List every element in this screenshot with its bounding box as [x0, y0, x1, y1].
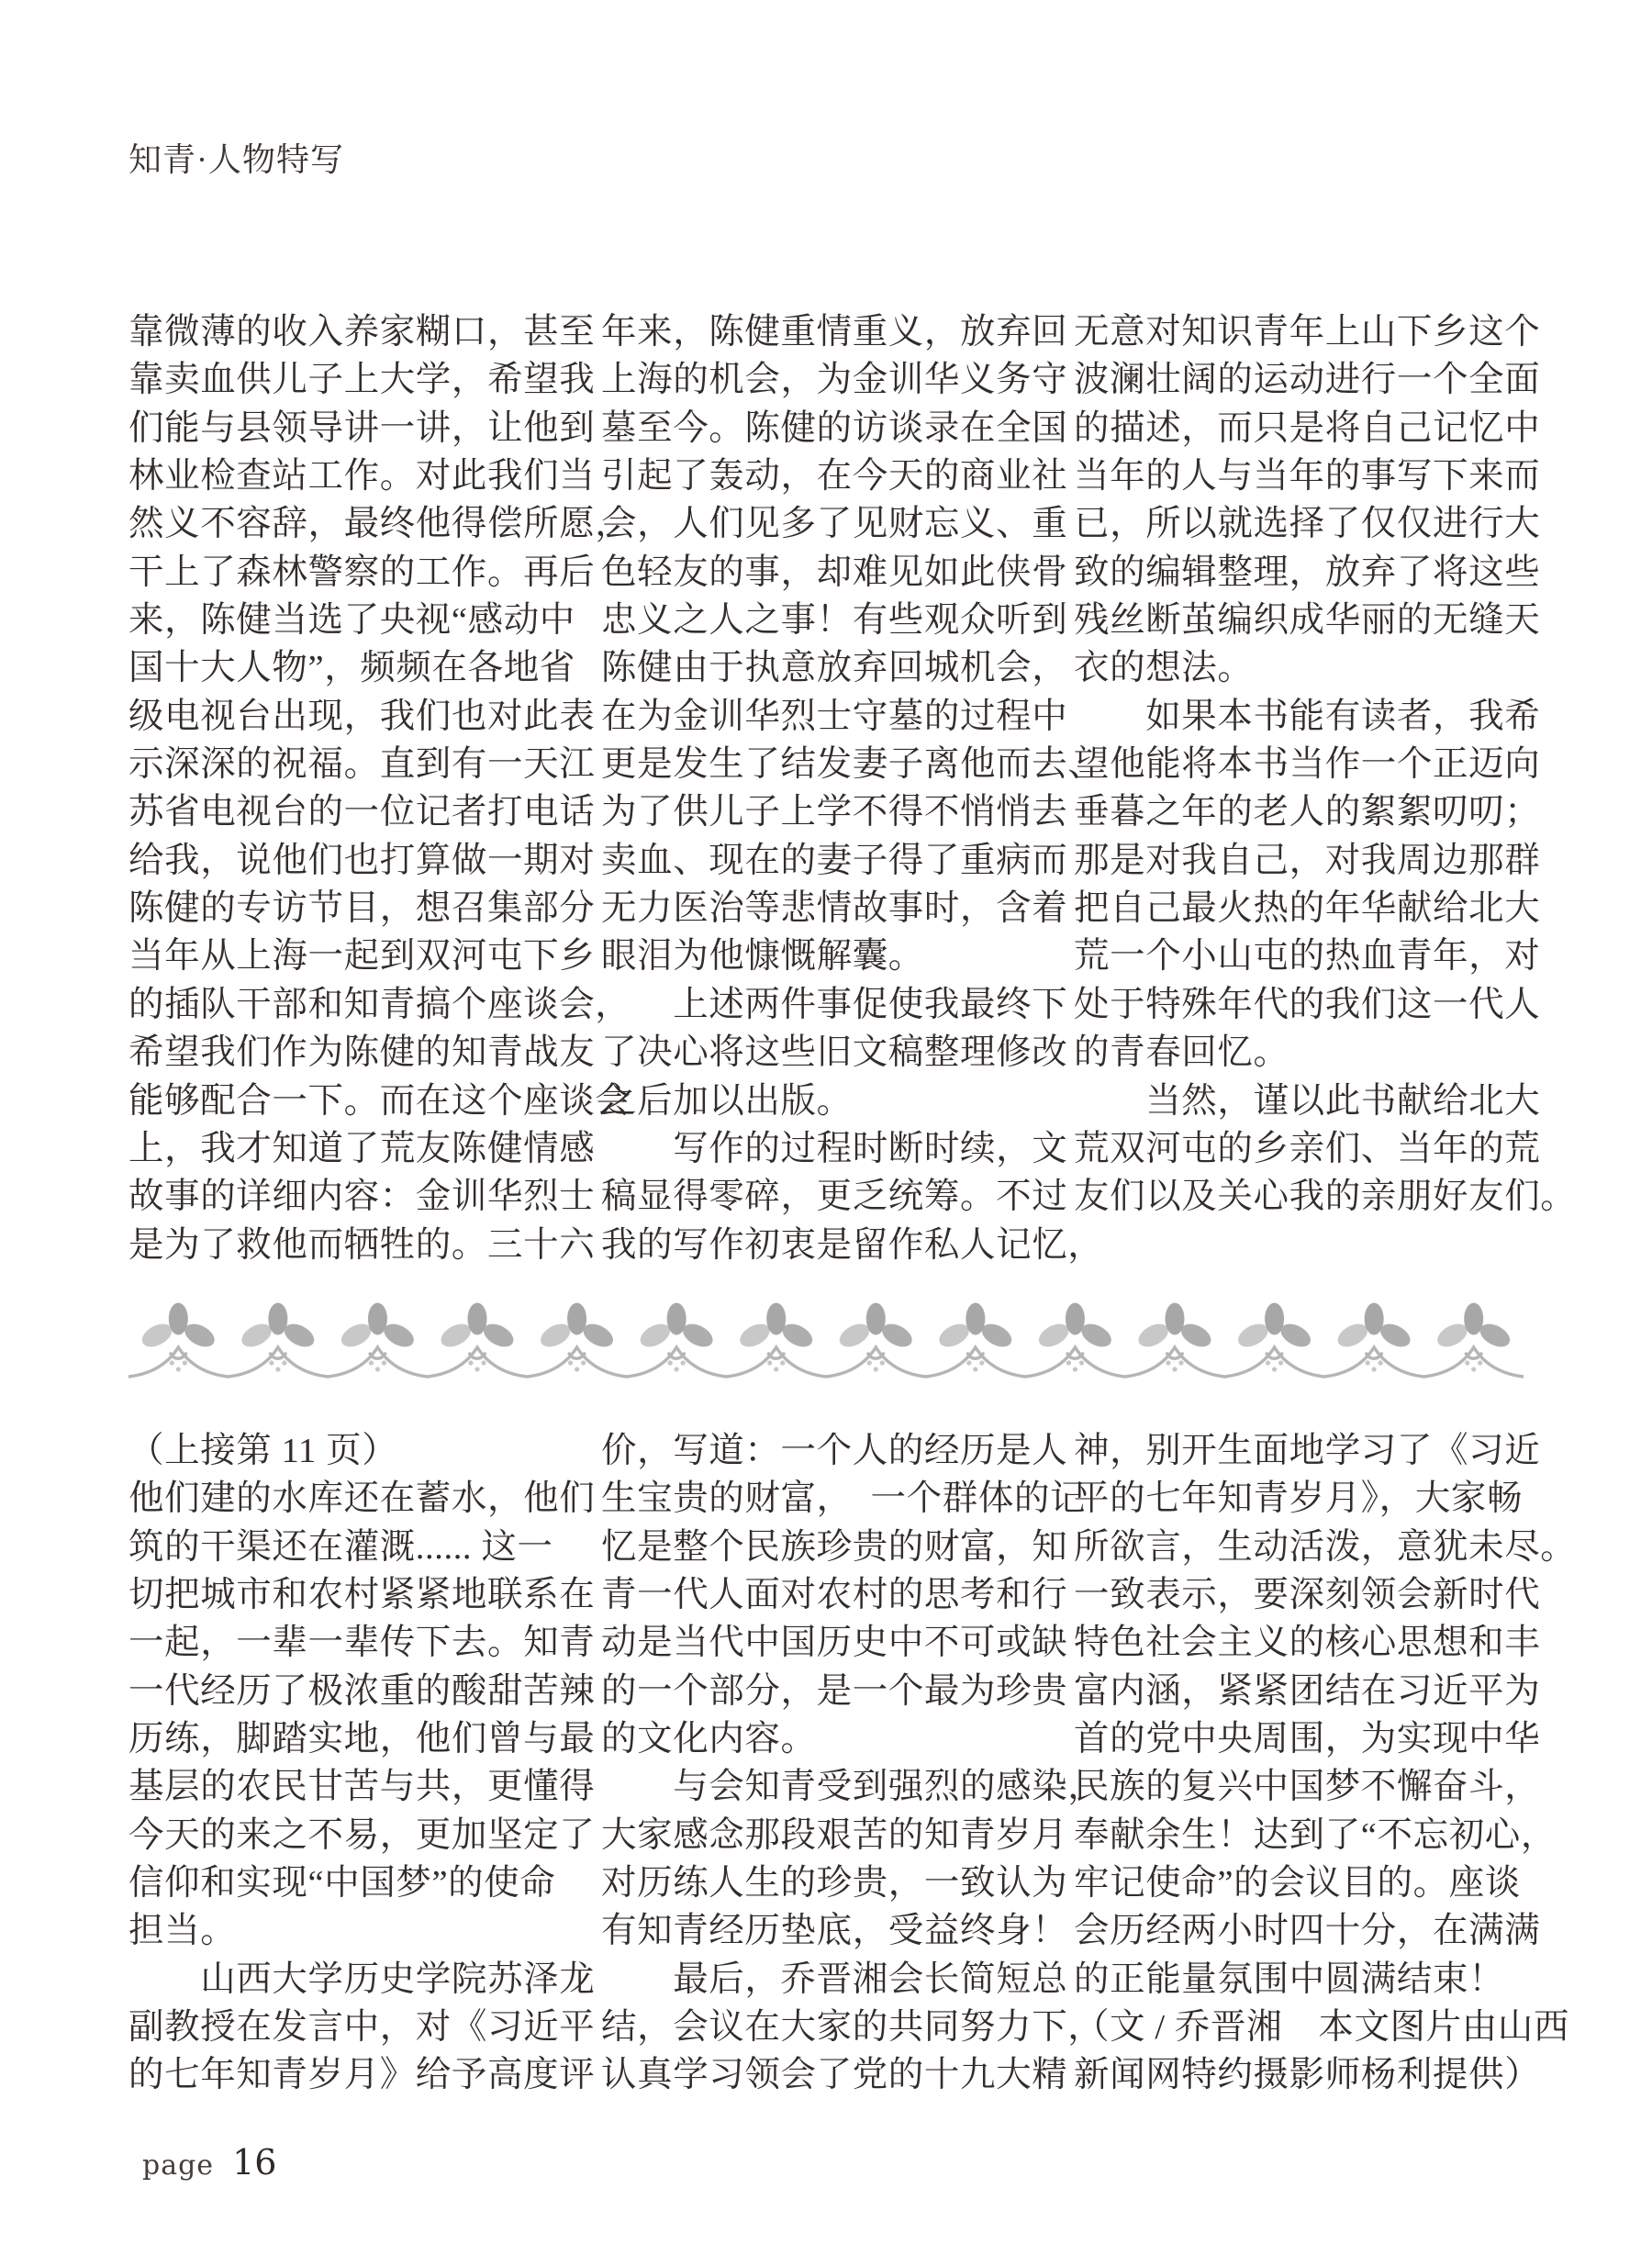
- text-line: 稿显得零碎，更乏统筹。不过: [601, 1178, 1068, 1217]
- text-line: 处于特殊年代的我们这一代人: [1074, 985, 1541, 1024]
- text-line: 新闻网特约摄影师杨利提供）: [1074, 2056, 1541, 2095]
- text-line: 青一代人面对农村的思考和行: [601, 1576, 1068, 1615]
- text-line: 认真学习领会了党的十九大精: [601, 2056, 1068, 2095]
- text-line: 衣的想法。: [1074, 649, 1254, 688]
- text-line: 与会知青受到强烈的感染，: [601, 1768, 1104, 1807]
- text-line: 荒一个小山屯的热血青年，对: [1074, 937, 1541, 977]
- text-line: 引起了轰动，在今天的商业社: [601, 457, 1068, 497]
- text-line: 望他能将本书当作一个正迈向: [1074, 745, 1541, 785]
- text-line: 担当。: [128, 1912, 237, 1951]
- text-line: （文 / 乔晋湘 本文图片由山西: [1074, 2008, 1570, 2048]
- text-line: 上，我才知道了荒友陈健情感: [128, 1129, 596, 1168]
- text-line: 当年的人与当年的事写下来而: [1074, 457, 1541, 497]
- text-line: 有知青经历垫底，受益终身！: [601, 1912, 1068, 1951]
- top-article-column-1: [128, 308, 631, 1269]
- text-line: 墓至今。陈健的访谈录在全国: [601, 408, 1068, 448]
- text-line: 的青春回忆。: [1074, 1033, 1289, 1073]
- text-line: 陈健的专访节目，想召集部分: [128, 889, 596, 929]
- text-line: 是为了救他而牺牲的。三十六: [128, 1225, 596, 1265]
- text-line: 那是对我自己，对我周边那群: [1074, 841, 1541, 880]
- text-line: 结，会议在大家的共同努力下，: [601, 2008, 1104, 2048]
- text-line: 首的党中央周围，为实现中华: [1074, 1720, 1541, 1759]
- text-line: 垂暮之年的老人的絮絮叨叨；: [1074, 793, 1541, 832]
- text-line: 神，别开生面地学习了《习近: [1074, 1432, 1541, 1470]
- text-line: 写作的过程时断时续，文: [601, 1129, 1068, 1168]
- text-line: 林业检查站工作。对此我们当: [128, 457, 596, 497]
- text-line: 我的写作初衷是留作私人记忆，: [601, 1225, 1104, 1265]
- footer-page-number: 16: [232, 2142, 277, 2183]
- text-line: 所欲言，生动活泼，意犹未尽。: [1074, 1527, 1577, 1567]
- text-line: 靠卖血供儿子上大学，希望我: [128, 361, 596, 400]
- text-line: 当然，谨以此书献给北大: [1074, 1081, 1541, 1121]
- text-line: 干上了森林警察的工作。再后: [128, 553, 596, 592]
- text-line: 能够配合一下。而在这个座谈会: [128, 1081, 631, 1121]
- text-line: 大家感念那段艰苦的知青岁月: [601, 1815, 1068, 1855]
- text-line: 民族的复兴中国梦不懈奋斗，: [1074, 1768, 1541, 1807]
- section-header: 知青·人物特写: [128, 141, 344, 178]
- text-line: 对历练人生的珍贵，一致认为: [601, 1864, 1068, 1903]
- text-line: 历练，脚踏实地，他们曾与最: [128, 1720, 596, 1759]
- bottom-article-section: [128, 1427, 1577, 2100]
- text-line: 会历经两小时四十分，在满满: [1074, 1912, 1541, 1951]
- text-line: 们能与县领导讲一讲，让他到: [128, 408, 596, 448]
- text-line: 已，所以就选择了仅仅进行大: [1074, 505, 1541, 544]
- text-line: 筑的干渠还在灌溉...... 这一: [128, 1527, 553, 1567]
- text-line: 荒双河屯的乡亲们、当年的荒: [1074, 1129, 1541, 1168]
- text-line: 波澜壮阔的运动进行一个全面: [1074, 361, 1541, 400]
- text-line: 的一个部分，是一个最为珍贵: [601, 1671, 1068, 1711]
- text-line: 特色社会主义的核心思想和丰: [1074, 1624, 1541, 1663]
- bottom-article-column-1: [128, 1427, 598, 2100]
- text-line: 色轻友的事，却难见如此侠骨: [601, 553, 1068, 592]
- text-line: 然义不容辞，最终他得偿所愿，: [128, 505, 631, 544]
- text-line: 无力医治等悲情故事时，含着: [601, 889, 1068, 929]
- text-line: 富内涵，紧紧团结在习近平为: [1074, 1671, 1541, 1711]
- text-line: 动是当代中国历史中不可或缺: [601, 1624, 1068, 1663]
- text-line: 希望我们作为陈健的知青战友: [128, 1033, 596, 1073]
- text-line: 示深深的祝福。直到有一天江: [128, 745, 596, 785]
- text-line: 副教授在发言中，对《习近平: [128, 2008, 596, 2048]
- text-line: 会，人们见多了见财忘义、重: [601, 505, 1068, 544]
- text-line: 的正能量氛围中圆满结束！: [1074, 1959, 1505, 1999]
- text-line: 生宝贵的财富， 一个群体的记: [601, 1479, 1087, 1519]
- text-line: 最后，乔晋湘会长简短总: [601, 1959, 1068, 1999]
- text-line: 靠微薄的收入养家糊口，甚至: [128, 313, 596, 352]
- bottom-article-column-2: [601, 1427, 1104, 2100]
- text-line: 如果本书能有读者，我希: [1074, 697, 1541, 736]
- bottom-article-column-3-text: [1074, 1427, 1577, 2004]
- text-line: 故事的详细内容：金训华烈士: [128, 1178, 596, 1217]
- text-line: 平的七年知青岁月》，大家畅: [1074, 1479, 1524, 1519]
- text-line: 之后加以出版。: [601, 1081, 853, 1121]
- text-line: 残丝断茧编织成华丽的无缝天: [1074, 601, 1541, 641]
- text-line: 苏省电视台的一位记者打电话: [128, 793, 596, 832]
- top-article-column-3: [1074, 308, 1577, 1269]
- text-line: 卖血、现在的妻子得了重病而: [601, 841, 1068, 880]
- page-footer: [142, 2142, 276, 2183]
- text-line: 致的编辑整理，放弃了将这些: [1074, 553, 1541, 592]
- text-line: 基层的农民甘苦与共，更懂得: [128, 1768, 596, 1807]
- top-article-column-2: [601, 308, 1104, 1269]
- text-line: 国十大人物”，频频在各地省: [128, 649, 575, 688]
- text-line: 价，写道：一个人的经历是人: [601, 1432, 1068, 1470]
- text-line: 年来，陈健重情重义，放弃回: [601, 313, 1068, 352]
- text-line: （上接第 11 页）: [128, 1432, 398, 1470]
- text-line: 的文化内容。: [601, 1720, 817, 1759]
- text-line: 信仰和实现“中国梦”的使命: [128, 1864, 556, 1903]
- text-line: 一致表示，要深刻领会新时代: [1074, 1576, 1541, 1615]
- author-credit-line: [1074, 2004, 1570, 2100]
- text-line: 忠义之人之事！有些观众听到: [601, 601, 1068, 641]
- text-line: 一起，一辈一辈传下去。知青: [128, 1624, 596, 1663]
- text-line: 无意对知识青年上山下乡这个: [1074, 313, 1541, 352]
- text-line: 他们建的水库还在蓄水，他们: [128, 1479, 596, 1519]
- text-line: 来，陈健当选了央视“感动中: [128, 601, 575, 641]
- text-line: 的插队干部和知青搞个座谈会，: [128, 985, 631, 1024]
- text-line: 在为金训华烈士守墓的过程中: [601, 697, 1068, 736]
- text-line: 级电视台出现，我们也对此表: [128, 697, 596, 736]
- leaf-vine-divider-ornament: [128, 1296, 1524, 1384]
- text-line: 上述两件事促使我最终下: [601, 985, 1068, 1024]
- text-line: 忆是整个民族珍贵的财富，知: [601, 1527, 1068, 1567]
- text-line: 为了供儿子上学不得不悄悄去: [601, 793, 1068, 832]
- text-line: 当年从上海一起到双河屯下乡: [128, 937, 596, 977]
- text-line: 今天的来之不易，更加坚定了: [128, 1815, 596, 1855]
- text-line: 更是发生了结发妻子离他而去、: [601, 745, 1104, 785]
- text-line: 奉献余生！达到了“不忘初心，: [1074, 1815, 1557, 1855]
- bottom-article-column-3: [1074, 1427, 1577, 2100]
- text-line: 的描述，而只是将自己记忆中: [1074, 408, 1541, 448]
- text-line: 了决心将这些旧文稿整理修改: [601, 1033, 1068, 1073]
- text-line: 陈健由于执意放弃回城机会，: [601, 649, 1068, 688]
- text-line: 上海的机会，为金训华义务守: [601, 361, 1068, 400]
- top-article-section: [128, 308, 1577, 1269]
- text-line: 把自己最火热的年华献给北大: [1074, 889, 1541, 929]
- text-line: 眼泪为他慷慨解囊。: [601, 937, 924, 977]
- text-line: 给我，说他们也打算做一期对: [128, 841, 596, 880]
- text-line: 友们以及关心我的亲朋好友们。: [1074, 1178, 1577, 1217]
- footer-page-label: page: [142, 2149, 215, 2182]
- text-line: 牢记使命”的会议目的。座谈: [1074, 1864, 1521, 1903]
- text-line: 的七年知青岁月》给予高度评: [128, 2056, 596, 2095]
- text-line: 山西大学历史学院苏泽龙: [128, 1959, 596, 1999]
- text-line: 切把城市和农村紧紧地联系在: [128, 1576, 596, 1615]
- text-line: 一代经历了极浓重的酸甜苦辣: [128, 1671, 596, 1711]
